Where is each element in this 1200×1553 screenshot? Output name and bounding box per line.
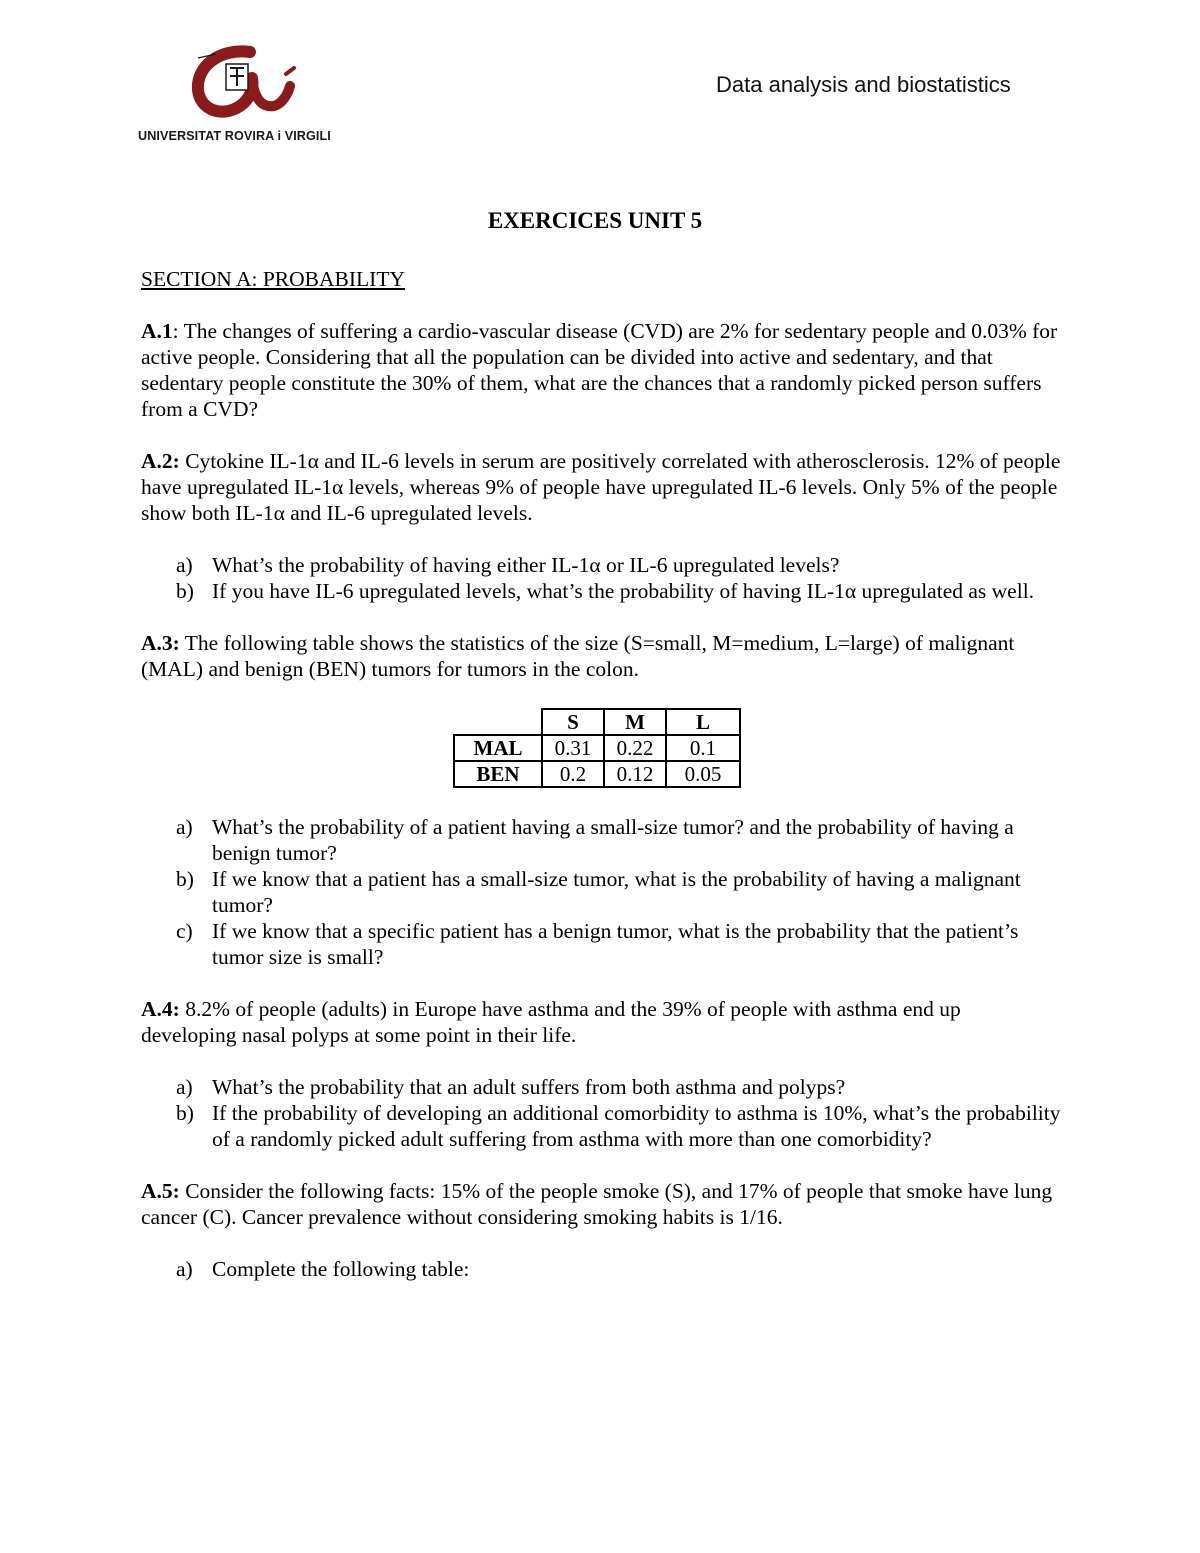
table-cell: 0.1 (666, 735, 740, 761)
table-cell: 0.22 (604, 735, 666, 761)
list-item (141, 578, 1061, 604)
question-text: If you have IL-6 upregulated levels, what’s the probability of having IL-1α upregulated as well. (212, 579, 1035, 603)
list-marker: b) (176, 579, 194, 603)
column-header: L (666, 709, 740, 735)
exercise-a2 (141, 448, 1061, 526)
table-row (454, 761, 740, 787)
exercise-label: A.4: (141, 997, 180, 1021)
table-row (454, 735, 740, 761)
page-title: EXERCICES UNIT 5 (487, 208, 703, 233)
list-marker: a) (176, 815, 193, 839)
list-item (141, 1100, 1061, 1152)
exercise-a2-questions (141, 552, 1061, 604)
list-item (141, 1256, 1061, 1282)
exercise-text: Cytokine IL-1α and IL-6 levels in serum are positively correlated with atherosclerosis. 12% of people have upregulated IL-1α levels, whereas 9% of people have upregulated IL-6 levels. Only 5% of the people show both IL-1α and IL-6 upregulated levels. (141, 449, 1061, 525)
exercise-label: A.5: (141, 1179, 180, 1203)
question-text: Complete the following table: (212, 1257, 470, 1281)
university-logo (138, 44, 338, 149)
table-corner (454, 709, 542, 735)
list-marker: b) (176, 1101, 194, 1125)
section-heading: SECTION A: PROBABILITY (141, 267, 405, 291)
question-text: What’s the probability of having either IL-1α or IL-6 upregulated levels? (212, 553, 840, 577)
list-marker: a) (176, 553, 193, 577)
question-text: If we know that a specific patient has a benign tumor, what is the probability that the patient’s tumor size is small? (212, 919, 1019, 969)
exercise-a5 (141, 1178, 1061, 1230)
question-text: What’s the probability that an adult suffers from both asthma and polyps? (212, 1075, 846, 1099)
list-marker: b) (176, 867, 194, 891)
column-header: M (604, 709, 666, 735)
exercise-a4-questions (141, 1074, 1061, 1152)
list-marker: a) (176, 1075, 193, 1099)
column-header: S (542, 709, 604, 735)
table-cell: 0.2 (542, 761, 604, 787)
table-cell: 0.12 (604, 761, 666, 787)
list-item (141, 866, 1061, 918)
table-cell: 0.31 (542, 735, 604, 761)
list-item (141, 552, 1061, 578)
exercise-text: 8.2% of people (adults) in Europe have asthma and the 39% of people with asthma end up developing nasal polyps at some point in their life. (141, 997, 961, 1047)
exercise-a3 (141, 630, 1061, 682)
question-text: What’s the probability of a patient having a small-size tumor? and the probability of having a benign tumor? (212, 815, 1014, 865)
exercise-label: A.3: (141, 631, 180, 655)
exercise-text: : The changes of suffering a cardio-vascular disease (CVD) are 2% for sedentary people and 0.03% for active people. Considering that all the population can be divided into active and sedentary, and that sedentary people constitute the 30% of them, what are the chances that a randomly picked person suffers from a CVD? (141, 319, 1058, 421)
university-name: UNIVERSITAT ROVIRA i VIRGILI (138, 129, 331, 143)
exercise-a3-questions (141, 814, 1061, 970)
question-text: If the probability of developing an additional comorbidity to asthma is 10%, what’s the probability of a randomly picked adult suffering from asthma with more than one comorbidity? (212, 1101, 1061, 1151)
list-marker: a) (176, 1257, 193, 1281)
list-item (141, 918, 1061, 970)
document-body (141, 208, 1061, 1308)
list-marker: c) (176, 919, 193, 943)
exercise-text: Consider the following facts: 15% of the people smoke (S), and 17% of people that smoke have lung cancer (C). Cancer prevalence without considering smoking habits is 1/16. (141, 1179, 1053, 1229)
table-cell: 0.05 (666, 761, 740, 787)
row-header: BEN (454, 761, 542, 787)
list-item (141, 814, 1061, 866)
university-emblem-icon (190, 44, 300, 124)
question-text: If we know that a patient has a small-size tumor, what is the probability of having a malignant tumor? (212, 867, 1021, 917)
exercise-text: The following table shows the statistics of the size (S=small, M=medium, L=large) of malignant (MAL) and benign (BEN) tumors for tumors in the colon. (141, 631, 1015, 681)
tumor-size-table (453, 708, 741, 788)
list-item (141, 1074, 1061, 1100)
course-name: Data analysis and biostatistics (716, 72, 1011, 97)
exercise-a5-questions (141, 1256, 1061, 1282)
exercise-label: A.2: (141, 449, 180, 473)
exercise-label: A.1 (141, 319, 173, 343)
table-header-row (454, 709, 740, 735)
exercise-a4 (141, 996, 1061, 1048)
row-header: MAL (454, 735, 542, 761)
exercise-a1 (141, 318, 1061, 422)
